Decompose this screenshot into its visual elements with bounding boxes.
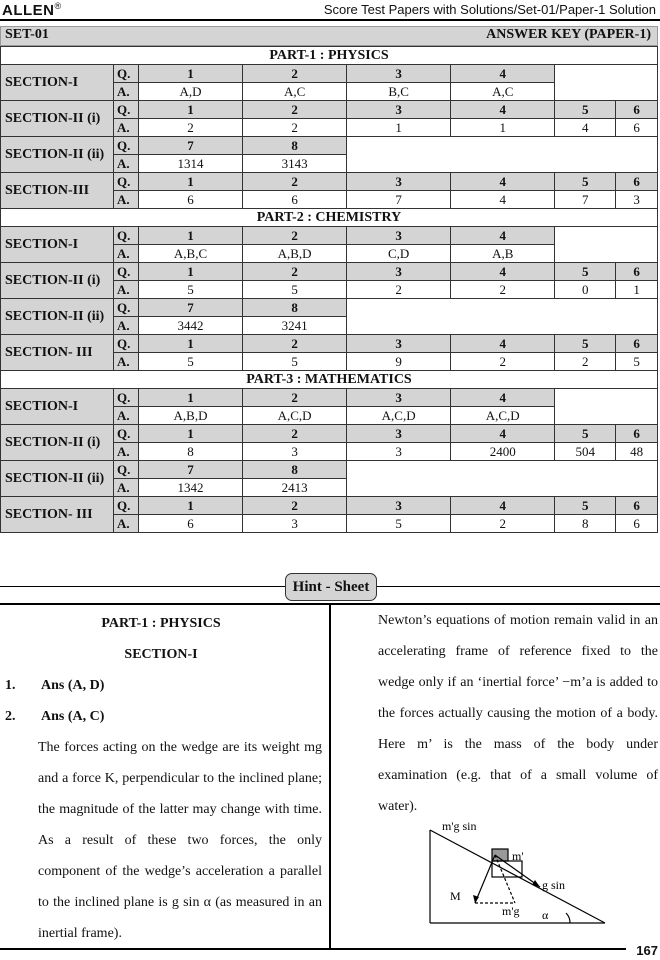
- question-number: 1: [139, 173, 243, 191]
- a-label: A.: [114, 407, 139, 425]
- answer-value: 1342: [139, 479, 243, 497]
- label-mg: m'g: [502, 904, 520, 918]
- answer-value: 4: [555, 119, 616, 137]
- answer-value: 5: [243, 353, 347, 371]
- answer-value: 3143: [243, 155, 347, 173]
- question-number: 7: [139, 299, 243, 317]
- answer-value: 1314: [139, 155, 243, 173]
- section-name: SECTION-I: [1, 65, 114, 101]
- section-name: SECTION-II (i): [1, 425, 114, 461]
- hint-left-column: [0, 608, 322, 949]
- question-row: [1, 299, 658, 317]
- question-row: [1, 173, 658, 191]
- question-number: 4: [451, 497, 555, 515]
- answer-value: A,C: [451, 83, 555, 101]
- arrowhead-2: [532, 880, 540, 887]
- question-number: 4: [451, 65, 555, 83]
- question-number: 5: [555, 497, 616, 515]
- empty-cell: [347, 137, 658, 173]
- hint-sheet-title: Hint - Sheet: [285, 573, 377, 601]
- q-label: Q.: [114, 173, 139, 191]
- answer-2-explanation: The forces acting on the wedge are its weight mg and a force K, perpendicular to the inclined plane; the magnitude of the latter may change with time. As a result of these two forces, the only component of the wedge’s acceleration a parallel to the inclined plane is g sin α (as measured in an inertial frame).: [38, 740, 322, 941]
- answer-value: 4: [451, 191, 555, 209]
- section-name: SECTION- III: [1, 335, 114, 371]
- answer-value: 2: [555, 353, 616, 371]
- question-number: 5: [555, 173, 616, 191]
- a-label: A.: [114, 353, 139, 371]
- q-label: Q.: [114, 299, 139, 317]
- answer-value: 5: [139, 281, 243, 299]
- set-bar: [0, 26, 658, 46]
- answer-value: 8: [139, 443, 243, 461]
- question-number: 7: [139, 137, 243, 155]
- answer-value: 3: [243, 515, 347, 533]
- question-row: [1, 65, 658, 83]
- answer-key-table: [0, 46, 658, 533]
- question-row: [1, 101, 658, 119]
- answer-value: A,B,D: [243, 245, 347, 263]
- answer-value: A,B,D: [139, 407, 243, 425]
- question-number: 7: [139, 461, 243, 479]
- answer-value: 5: [139, 353, 243, 371]
- answer-value: 504: [555, 443, 616, 461]
- answer-value: 5: [347, 515, 451, 533]
- part-title: PART-2 : CHEMISTRY: [1, 209, 658, 227]
- question-number: 2: [243, 389, 347, 407]
- question-number: 4: [451, 101, 555, 119]
- answer-value: 5: [243, 281, 347, 299]
- section-name: SECTION-III: [1, 173, 114, 209]
- question-number: 1: [139, 65, 243, 83]
- question-number: 4: [451, 425, 555, 443]
- question-number: 1: [139, 425, 243, 443]
- header-title: Score Test Papers with Solutions/Set-01/Paper-1 Solution: [323, 2, 656, 17]
- answer-value: A,C,D: [347, 407, 451, 425]
- answer-value: 2: [451, 281, 555, 299]
- question-number: 3: [347, 173, 451, 191]
- question-number: 1: [139, 335, 243, 353]
- question-number: 4: [451, 335, 555, 353]
- question-number: 1: [139, 497, 243, 515]
- column-divider: [329, 603, 331, 948]
- a-label: A.: [114, 443, 139, 461]
- question-number: 2: [243, 227, 347, 245]
- allen-logo: ALLEN®: [2, 1, 62, 19]
- q-label: Q.: [114, 263, 139, 281]
- question-number: 2: [243, 173, 347, 191]
- answer-value: A,C,D: [451, 407, 555, 425]
- answer-value: 1: [616, 281, 658, 299]
- answer-value: 6: [139, 515, 243, 533]
- a-label: A.: [114, 245, 139, 263]
- part-title: PART-1 : PHYSICS: [1, 47, 658, 65]
- question-row: [1, 389, 658, 407]
- q-label: Q.: [114, 65, 139, 83]
- answer-key-label: ANSWER KEY (PAPER-1): [486, 27, 651, 42]
- question-number: 2: [243, 65, 347, 83]
- answer-value: 8: [555, 515, 616, 533]
- answer-value: 2: [243, 119, 347, 137]
- hint-section-title: SECTION-I: [124, 647, 198, 662]
- question-number: 5: [555, 425, 616, 443]
- section-name: SECTION-II (i): [1, 263, 114, 299]
- empty-cell: [347, 461, 658, 497]
- empty-cell: [555, 65, 658, 101]
- empty-cell: [555, 389, 658, 425]
- question-number: 2: [243, 425, 347, 443]
- question-number: 3: [347, 389, 451, 407]
- a-label: A.: [114, 317, 139, 335]
- answer-value: 2: [451, 353, 555, 371]
- question-number: 2: [243, 263, 347, 281]
- question-number: 2: [243, 335, 347, 353]
- q-label: Q.: [114, 461, 139, 479]
- answer-value: 0: [555, 281, 616, 299]
- q-label: Q.: [114, 389, 139, 407]
- question-row: [1, 461, 658, 479]
- part-title: PART-3 : MATHEMATICS: [1, 371, 658, 389]
- answer-value: 2: [347, 281, 451, 299]
- answer-value: 6: [243, 191, 347, 209]
- question-number: 1: [139, 389, 243, 407]
- a-label: A.: [114, 83, 139, 101]
- footer-rule: [0, 948, 626, 950]
- label-mprime: m': [512, 849, 524, 863]
- q-label: Q.: [114, 137, 139, 155]
- section-name: SECTION-I: [1, 227, 114, 263]
- empty-cell: [555, 227, 658, 263]
- empty-cell: [347, 299, 658, 335]
- question-number: 3: [347, 227, 451, 245]
- question-number: 4: [451, 263, 555, 281]
- answer-value: A,C,D: [243, 407, 347, 425]
- answer-value: C,D: [347, 245, 451, 263]
- question-row: [1, 227, 658, 245]
- answer-value: 3241: [243, 317, 347, 335]
- hint-part-title: PART-1 : PHYSICS: [101, 616, 221, 631]
- alpha-arc: [566, 913, 570, 923]
- answer-value: 3: [243, 443, 347, 461]
- question-number: 5: [555, 263, 616, 281]
- q-label: Q.: [114, 497, 139, 515]
- answer-value: 2: [451, 515, 555, 533]
- section-name: SECTION-II (i): [1, 101, 114, 137]
- answer-value: A,B,C: [139, 245, 243, 263]
- label-M: M: [450, 889, 461, 903]
- answer-value: 7: [555, 191, 616, 209]
- question-number: 6: [616, 101, 658, 119]
- answer-value: 3442: [139, 317, 243, 335]
- question-number: 2: [243, 497, 347, 515]
- label-g-sin: g sin: [542, 878, 566, 892]
- question-number: 4: [451, 389, 555, 407]
- q-label: Q.: [114, 425, 139, 443]
- answer-value: 2400: [451, 443, 555, 461]
- q-label: Q.: [114, 227, 139, 245]
- answer-value: B,C: [347, 83, 451, 101]
- answer-value: 48: [616, 443, 658, 461]
- answer-value: A,C: [243, 83, 347, 101]
- question-number: 1: [139, 263, 243, 281]
- question-number: 6: [616, 335, 658, 353]
- question-row: [1, 425, 658, 443]
- answer-value: 1: [347, 119, 451, 137]
- question-number: 8: [243, 137, 347, 155]
- question-row: [1, 497, 658, 515]
- answer-1: 1. Ans (A, D): [5, 678, 105, 693]
- answer-value: 6: [139, 191, 243, 209]
- answer-value: A,D: [139, 83, 243, 101]
- set-label: SET-01: [5, 27, 49, 42]
- a-label: A.: [114, 515, 139, 533]
- answer-value: 1: [451, 119, 555, 137]
- question-number: 3: [347, 425, 451, 443]
- answer-value: 2: [139, 119, 243, 137]
- question-row: [1, 263, 658, 281]
- section-name: SECTION- III: [1, 497, 114, 533]
- page-header: [0, 0, 660, 20]
- label-mg-sin: m'g sin: [442, 819, 477, 833]
- answer-value: 6: [616, 119, 658, 137]
- question-number: 3: [347, 65, 451, 83]
- section-name: SECTION-II (ii): [1, 137, 114, 173]
- a-label: A.: [114, 281, 139, 299]
- section-name: SECTION-I: [1, 389, 114, 425]
- q-label: Q.: [114, 101, 139, 119]
- section-name: SECTION-II (ii): [1, 461, 114, 497]
- explanation-continued: Newton’s equations of motion remain valid in an accelerating frame of reference fixed to the wedge only if an ‘inertial force’ −m’a is added to the forces actually causing the motion of a body. Here m’ is the mass of the body under examination (e.g. that of a small volume of water).: [378, 613, 658, 814]
- question-number: 4: [451, 173, 555, 191]
- answer-2: 2. Ans (A, C): [5, 709, 105, 724]
- question-number: 5: [555, 101, 616, 119]
- answer-value: 3: [347, 443, 451, 461]
- section-name: SECTION-II (ii): [1, 299, 114, 335]
- question-number: 6: [616, 497, 658, 515]
- question-row: [1, 137, 658, 155]
- answer-value: 7: [347, 191, 451, 209]
- question-number: 8: [243, 461, 347, 479]
- q-label: Q.: [114, 335, 139, 353]
- question-number: 6: [616, 173, 658, 191]
- answer-value: 6: [616, 515, 658, 533]
- question-number: 1: [139, 101, 243, 119]
- question-number: 3: [347, 263, 451, 281]
- answer-value: 9: [347, 353, 451, 371]
- answer-value: A,B: [451, 245, 555, 263]
- hint-right-column: [378, 605, 658, 822]
- answer-value: 3: [616, 191, 658, 209]
- a-label: A.: [114, 155, 139, 173]
- question-number: 6: [616, 425, 658, 443]
- header-rule: [0, 19, 660, 21]
- a-label: A.: [114, 191, 139, 209]
- question-row: [1, 335, 658, 353]
- answer-value: 2413: [243, 479, 347, 497]
- label-alpha: α: [542, 908, 549, 922]
- question-number: 6: [616, 263, 658, 281]
- answer-value: 5: [616, 353, 658, 371]
- question-number: 5: [555, 335, 616, 353]
- question-number: 2: [243, 101, 347, 119]
- question-number: 3: [347, 101, 451, 119]
- question-number: 3: [347, 335, 451, 353]
- a-label: A.: [114, 119, 139, 137]
- mg-arrow: [475, 855, 495, 903]
- question-number: 8: [243, 299, 347, 317]
- question-number: 1: [139, 227, 243, 245]
- a-label: A.: [114, 479, 139, 497]
- wedge-diagram: [420, 815, 610, 935]
- page-number: 167: [636, 943, 658, 958]
- question-number: 4: [451, 227, 555, 245]
- question-number: 3: [347, 497, 451, 515]
